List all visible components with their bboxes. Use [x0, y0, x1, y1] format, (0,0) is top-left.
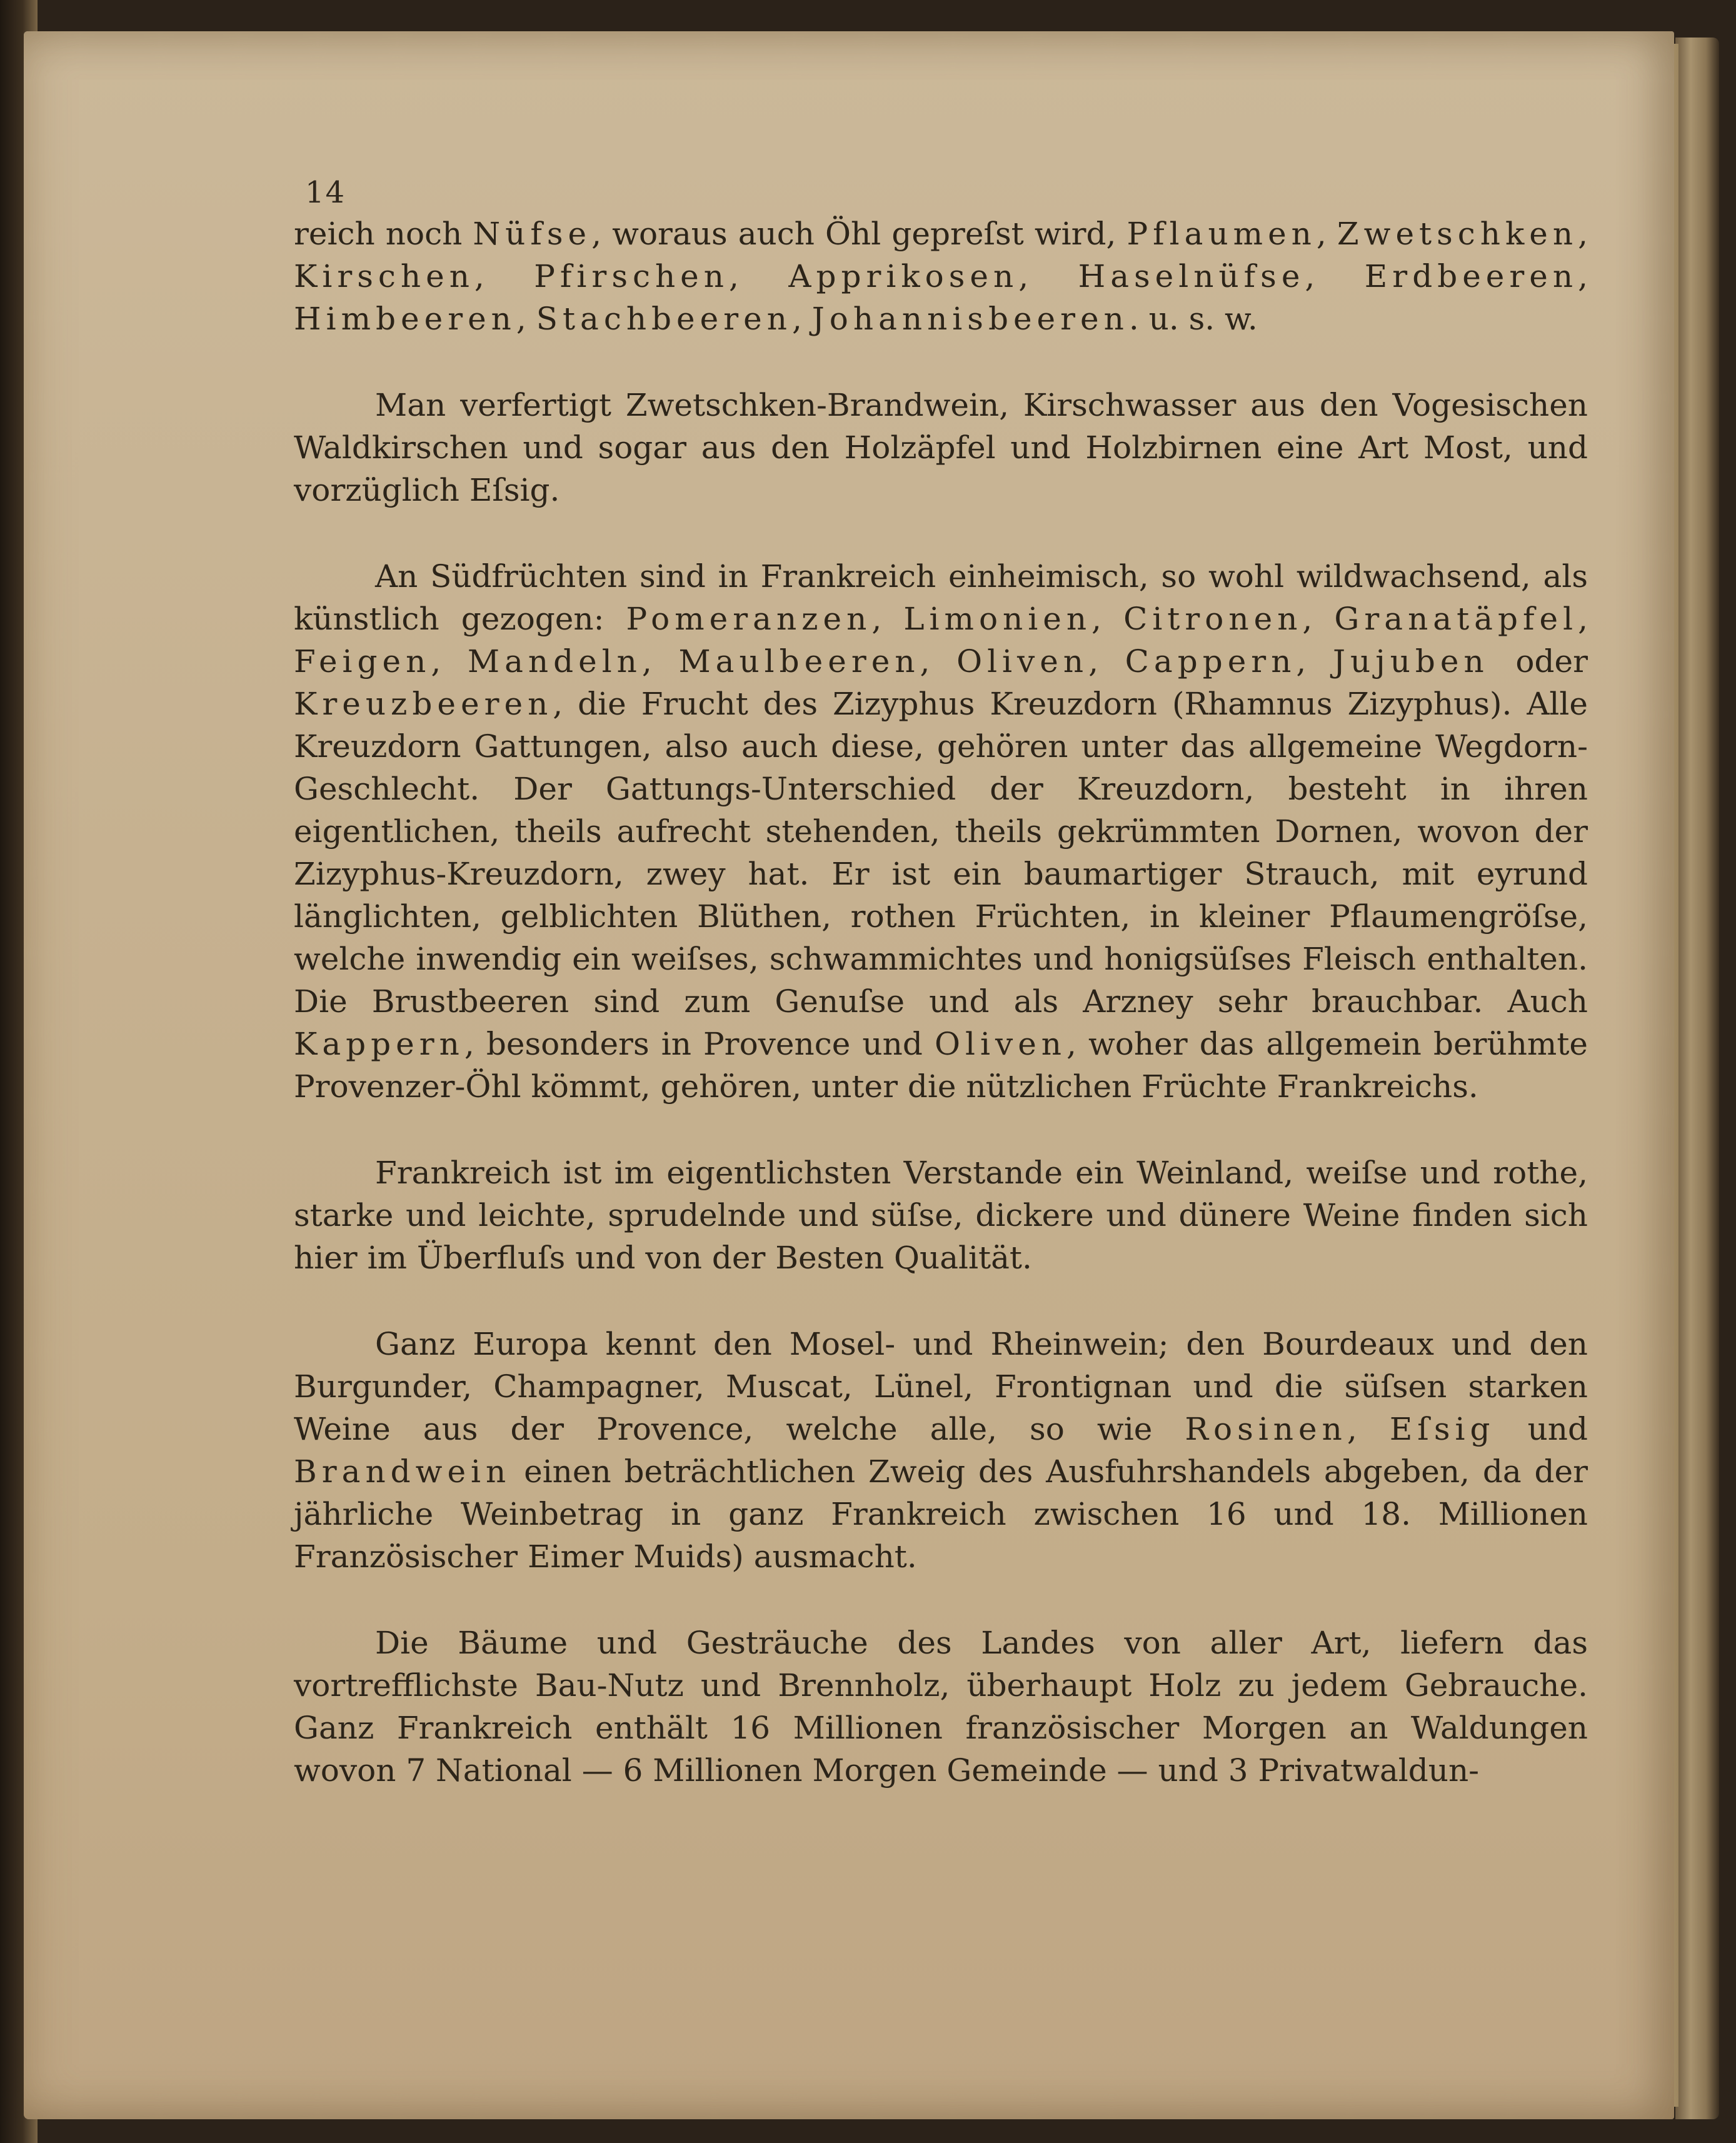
- text-run: Frankreich ist im eigentlichsten Verstande ein Weinland, weiſse und rothe, starke und leichte, sprudelnde und süſse, dickere und dünere Weine finden sich hier im Überfluſs und von der Besten Qualität.: [294, 1155, 1588, 1276]
- text-run: ,: [474, 258, 534, 294]
- text-run: ,: [1018, 258, 1078, 294]
- text-run: An Südfrüchten sind in Frankreich einheimisch, so wohl wildwachsend, als künstlich gezogen:: [294, 558, 1588, 637]
- text-run: ,: [1088, 643, 1125, 680]
- text-run: und: [1495, 1411, 1588, 1447]
- page-stack-edge: [1675, 38, 1719, 2119]
- paragraph: [294, 555, 1588, 1108]
- text-run: Ganz Europa kennt den Mosel- und Rheinwein; den Bourdeaux und den Burgunder, Champagner, Muscat, Lünel, Frontignan und die süſsen starken Weine aus der Provence, welche alle, so wie: [294, 1326, 1588, 1447]
- spaced-term: Cappern: [1125, 643, 1297, 680]
- paragraph: [294, 1152, 1588, 1279]
- spaced-term: Limonien: [903, 601, 1092, 637]
- spaced-term: Oliven: [956, 643, 1089, 680]
- text-run: Man verfertigt Zwetschken-Brandwein, Kirschwasser aus den Vogesischen Waldkirschen und sogar aus den Holzäpfel und Holzbirnen eine Art Most, und vorzüglich Eſsig.: [294, 387, 1588, 508]
- spaced-term: Kappern: [294, 1026, 464, 1062]
- paragraph: [294, 384, 1588, 511]
- spaced-term: Himbeeren: [294, 301, 516, 337]
- text-run: einen beträchtlichen Zweig des Ausfuhrshandels abgeben, da der jährliche Weinbetrag in ganz Frankreich zwischen 16 und 18. Millionen Französischer Eimer Muids) ausmacht.: [294, 1453, 1588, 1575]
- text-run: , besonders in Provence und: [464, 1026, 935, 1062]
- spaced-term: Rosinen: [1185, 1411, 1347, 1447]
- text-run: . u. s. w.: [1128, 301, 1258, 337]
- text-run: ,: [1302, 601, 1335, 637]
- text-run: reich noch: [294, 216, 473, 252]
- spaced-term: Oliven: [934, 1026, 1066, 1062]
- spaced-term: Jujuben: [1332, 643, 1489, 680]
- text-run: ,: [871, 601, 904, 637]
- text-run: ,: [1296, 643, 1333, 680]
- spaced-term: Granatäpfel: [1334, 601, 1578, 637]
- text-run: , woher das allgemein berühmte Provenzer-Öhl kömmt, gehören, unter die nützlichen Früchte Frankreichs.: [294, 1026, 1588, 1105]
- text-run: ,: [791, 301, 812, 337]
- text-run: oder: [1488, 643, 1588, 680]
- text-run: , die Frucht des Zizyphus Kreuzdorn (Rhamnus Zizyphus). Alle Kreuzdorn Gattungen, also auch diese, gehören unter das allgemeine Wegdorn-Geschlecht. Der Gattungs-Unterschied der Kreuzdorn, besteht in ihren eigentlichen, theils aufrecht stehenden, theils gekrümmten Dornen, wovon der Zizyphus-Kreuzdorn, zwey hat. Er ist ein baumartiger Strauch, mit eyrund länglichten, gelblichten Blüthen, rothen Früchten, in kleiner Pflaumengröſse, welche inwendig ein weiſses, schwammichtes und honigsüſses Fleisch enthalten. Die Brustbeeren sind zum Genuſse und als Arzney sehr brauchbar. Auch: [294, 686, 1588, 1020]
- text-run: ,: [1305, 258, 1365, 294]
- spaced-term: Kirschen: [294, 258, 474, 294]
- text-run: ,: [1091, 601, 1124, 637]
- paragraph: [294, 213, 1588, 340]
- text-run: ,: [1578, 258, 1588, 294]
- text-run: Die Bäume und Gesträuche des Landes von aller Art, liefern das vortrefflichste Bau-Nutz und Brennholz, überhaupt Holz zu jedem Gebrauche. Ganz Frankreich enthält 16 Millionen französischer Morgen an Waldungen wovon 7 National — 6 Millionen Morgen Gemeinde — und 3 Privatwaldun-: [294, 1625, 1588, 1789]
- paragraph: [294, 1323, 1588, 1578]
- text-run: ,: [431, 643, 468, 680]
- spaced-term: Feigen: [294, 643, 431, 680]
- spaced-term: Mandeln: [467, 643, 642, 680]
- text-run: ,: [728, 258, 789, 294]
- spaced-term: Brandwein: [294, 1453, 511, 1490]
- text-run: ,: [1578, 216, 1588, 252]
- spaced-term: Maulbeeren: [678, 643, 920, 680]
- text-run: , woraus auch Öhl gepreſst wird,: [591, 216, 1127, 252]
- spaced-term: Zwetschken: [1337, 216, 1578, 252]
- spaced-term: Kreuzbeeren: [294, 686, 553, 722]
- spaced-term: Haselnüfse: [1078, 258, 1305, 294]
- page-number: 14: [305, 175, 346, 210]
- spaced-term: Erdbeeren: [1364, 258, 1578, 294]
- spaced-term: Johannisbeeren: [811, 301, 1129, 337]
- text-run: ,: [641, 643, 679, 680]
- spaced-term: Eſsig: [1389, 1411, 1495, 1447]
- spaced-term: Citronen: [1123, 601, 1303, 637]
- body-text: [294, 213, 1588, 1835]
- text-run: ,: [1347, 1411, 1390, 1447]
- spaced-term: Pflaumen: [1126, 216, 1317, 252]
- spaced-term: Nüfse: [473, 216, 592, 252]
- spaced-term: Pfirschen: [534, 258, 729, 294]
- paragraph: [294, 1622, 1588, 1792]
- text-run: ,: [516, 301, 536, 337]
- text-run: ,: [1316, 216, 1337, 252]
- spaced-term: Apprikosen: [788, 258, 1019, 294]
- spaced-term: Pomeranzen: [626, 601, 872, 637]
- spaced-term: Stachbeeren: [536, 301, 792, 337]
- text-run: ,: [1578, 601, 1588, 637]
- text-run: ,: [920, 643, 957, 680]
